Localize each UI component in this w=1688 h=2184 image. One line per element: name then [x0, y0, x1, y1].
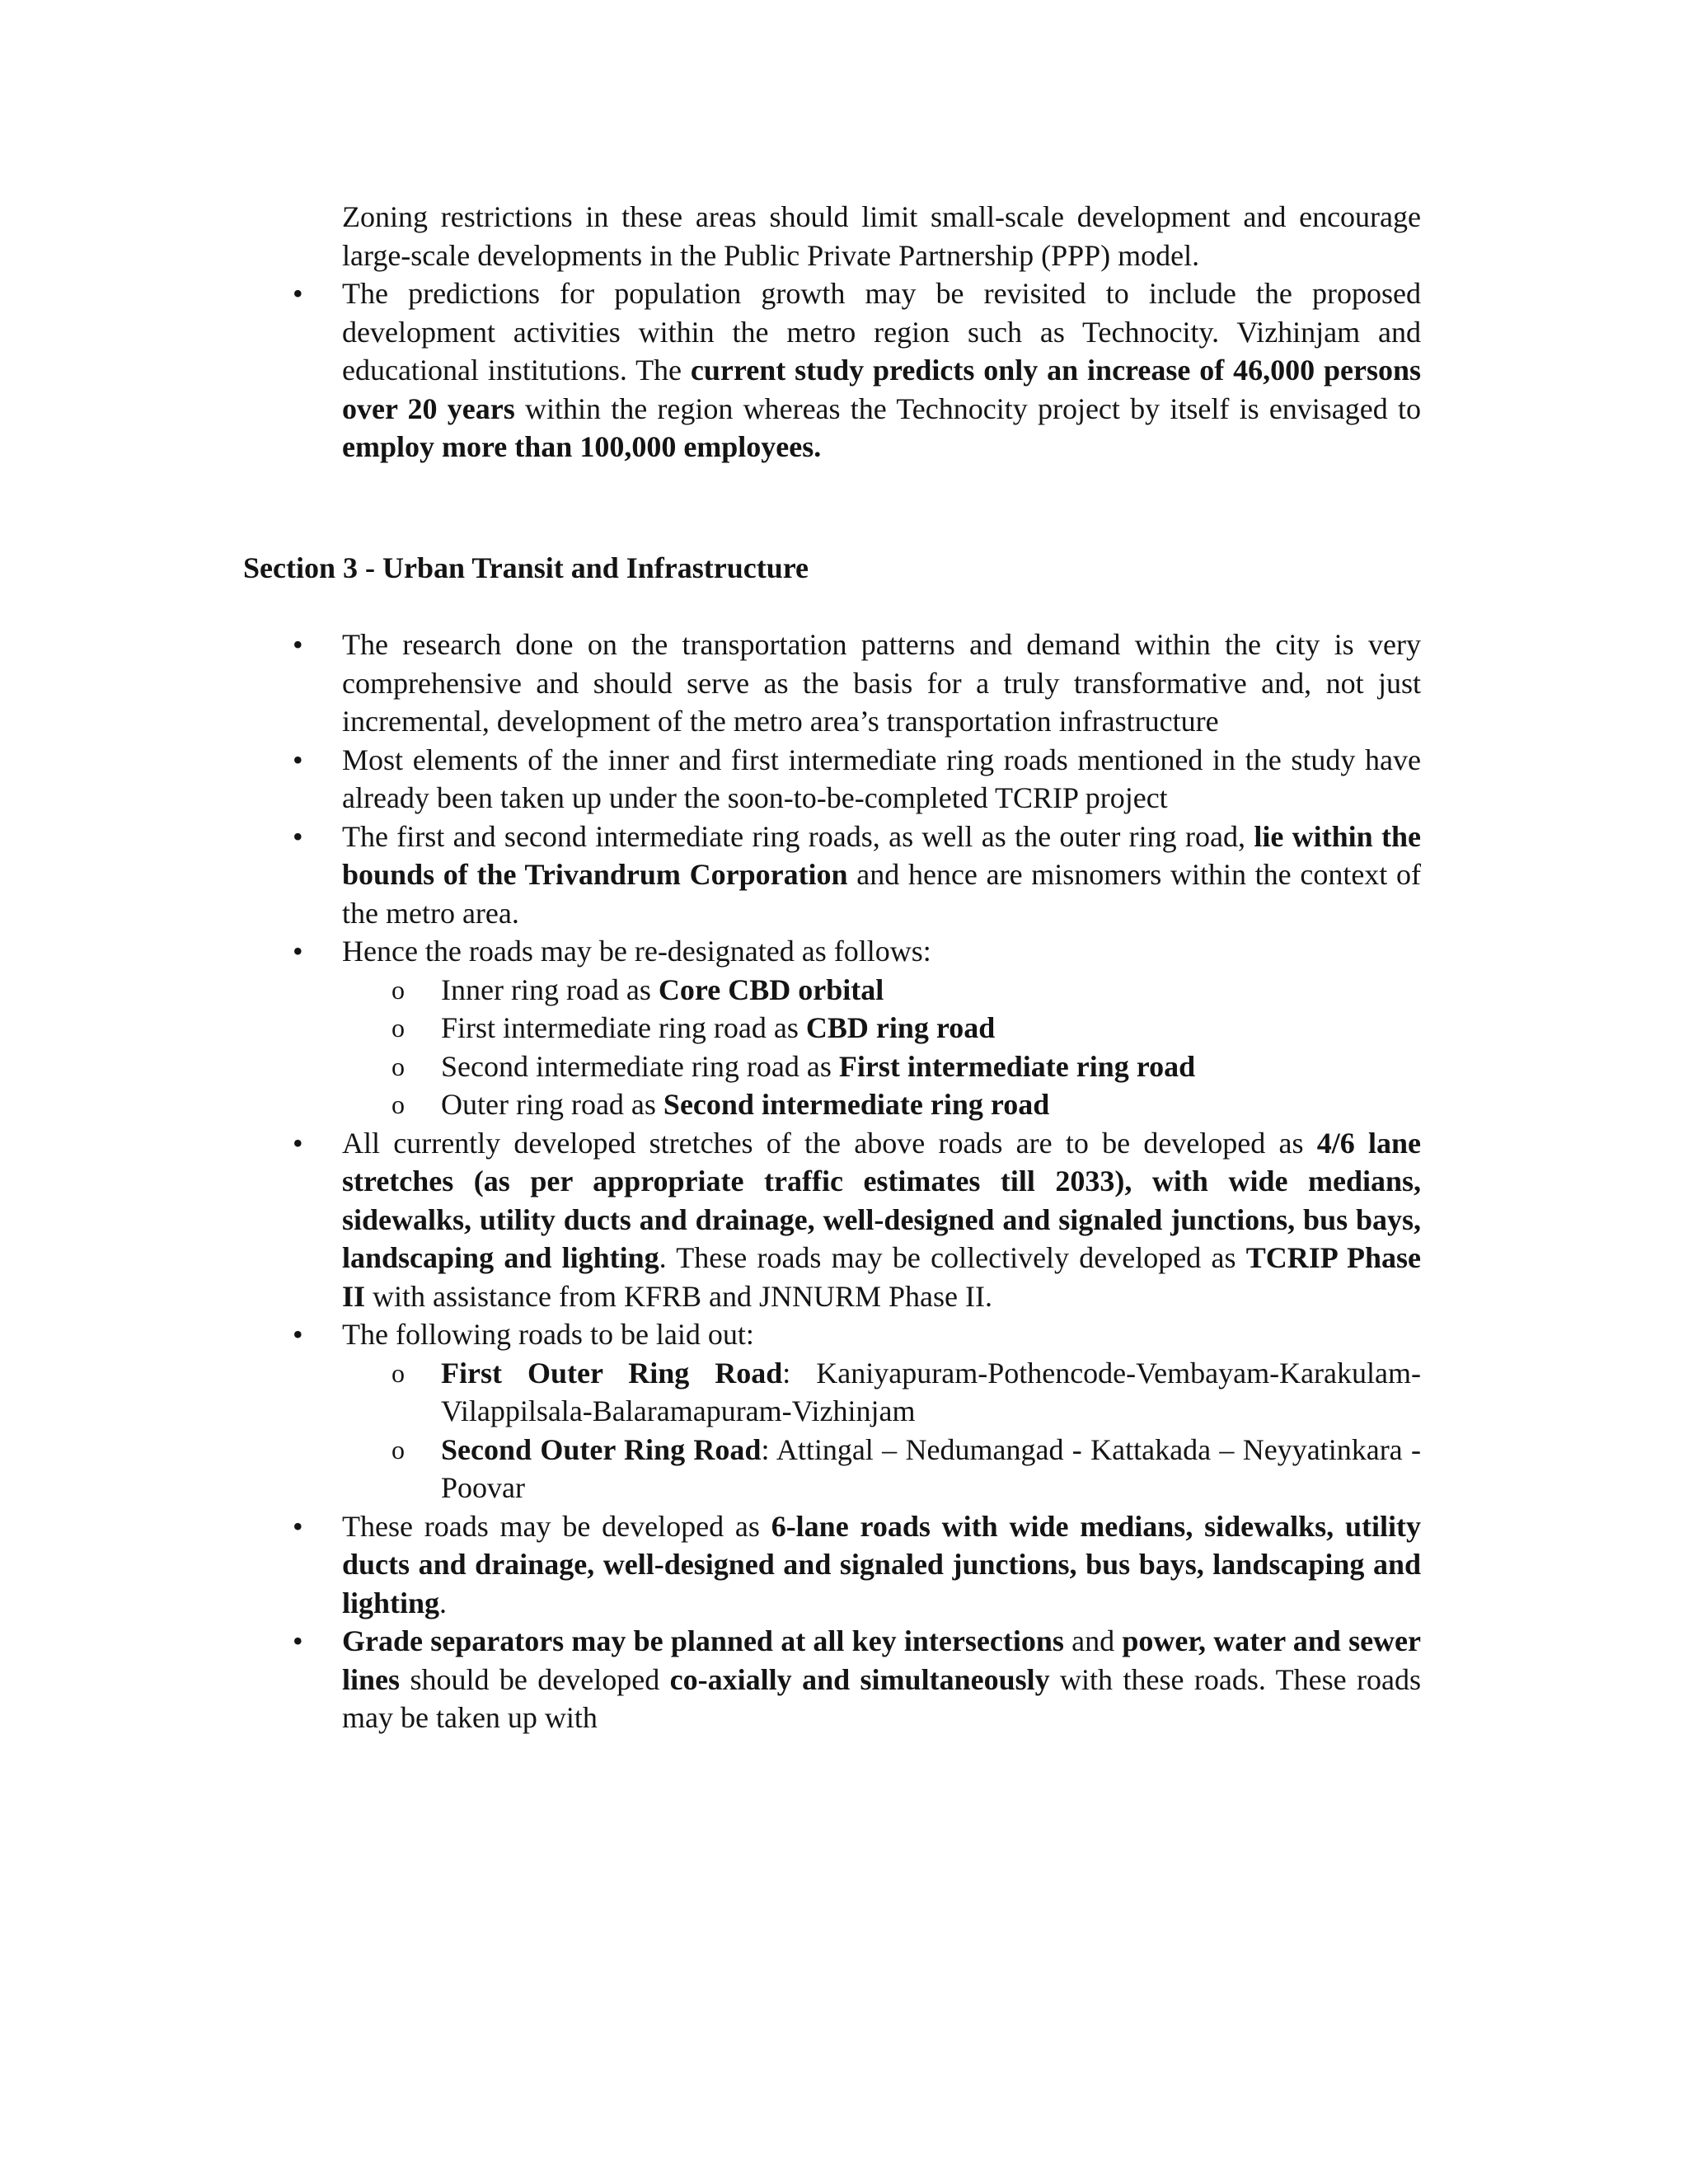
- redesignation-item: o Inner ring road as Core CBD orbital: [243, 971, 1421, 1010]
- bullet-grade-separators: • Grade separators may be planned at all key intersections and power, water and sewer lines should be developed co-axially and simultaneously with these roads. These roads may be taken up with: [243, 1622, 1421, 1737]
- new-road-item: o First Outer Ring Road: Kaniyapuram-Pothencode-Vembayam-Karakulam-Vilappilsala-Balaramapuram-Vizhinjam: [243, 1354, 1421, 1431]
- bullet-research: • The research done on the transportation patterns and demand within the city is very comprehensive and should serve as the basis for a truly transformative and, not just incremental, development of the metro area’s transportation infrastructure: [243, 626, 1421, 741]
- redesignation-item: o Outer ring road as Second intermediate ring road: [243, 1085, 1421, 1124]
- spacer: [243, 466, 1421, 549]
- zoning-continuation: Zoning restrictions in these areas should limit small-scale development and encourage large-scale developments in the Public Private Partnership (PPP) model.: [342, 200, 1421, 272]
- section-heading: Section 3 - Urban Transit and Infrastructure: [243, 551, 809, 584]
- spacer: [243, 587, 1421, 626]
- bullet-developed-stretches: • All currently developed stretches of the above roads are to be developed as 4/6 lane stretches (as per appropriate traffic estimates till 2033), with wide medians, sidewalks, utility ducts and drainage, well-designed and signaled junctions, bus bays, landscaping and lighting. These roads may be collectively developed as TCRIP Phase II with assistance from KFRB and JNNURM Phase II.: [243, 1124, 1421, 1316]
- bullet-following-roads: • The following roads to be laid out:: [243, 1315, 1421, 1354]
- bullet-population-growth: • The predictions for population growth may be revisited to include the proposed development activities within the metro region such as Technocity. Vizhinjam and educational institutions. The current study predicts only an increase of 46,000 persons over 20 years within the region whereas the Technocity project by itself is envisaged to employ more than 100,000 employees.: [243, 274, 1421, 466]
- bullet-corporation-bounds: • The first and second intermediate ring roads, as well as the outer ring road, lie within the bounds of the Trivandrum Corporation and hence are misnomers within the context of the metro area.: [243, 818, 1421, 933]
- redesignation-item: o Second intermediate ring road as First intermediate ring road: [243, 1047, 1421, 1086]
- bullet-tcrip: • Most elements of the inner and first intermediate ring roads mentioned in the study have already been taken up under the soon-to-be-completed TCRIP project: [243, 741, 1421, 818]
- redesignation-item: o First intermediate ring road as CBD ring road: [243, 1009, 1421, 1047]
- bullet-redesignate: • Hence the roads may be re-designated as follows:: [243, 932, 1421, 971]
- new-road-item: o Second Outer Ring Road: Attingal – Nedumangad - Kattakada – Neyyatinkara - Poovar: [243, 1431, 1421, 1507]
- bullet-six-lane: • These roads may be developed as 6-lane roads with wide medians, sidewalks, utility ducts and drainage, well-designed and signaled junctions, bus bays, landscaping and lighting.: [243, 1507, 1421, 1623]
